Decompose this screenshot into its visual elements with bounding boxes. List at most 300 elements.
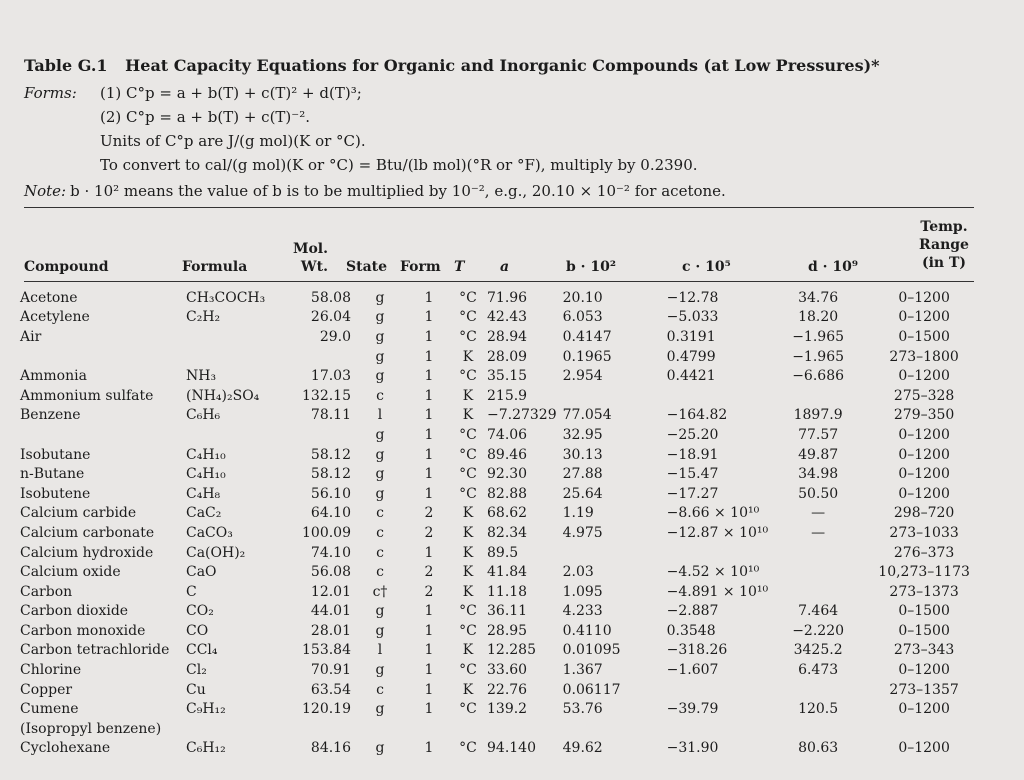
formula-cell: NH₃	[186, 368, 217, 385]
coef-a-cell: 28.09	[487, 348, 528, 365]
temp-unit-cell: °C	[459, 740, 477, 757]
state-cell: g	[375, 662, 385, 679]
form-cell: 1	[424, 544, 434, 561]
state-cell: g	[375, 603, 385, 620]
state-cell: g	[375, 446, 385, 463]
coef-c-cell: −12.78	[666, 289, 719, 306]
top-rule	[24, 207, 974, 208]
coef-a-cell: 92.30	[487, 466, 528, 483]
compound-cell: Carbon monoxide	[20, 622, 146, 639]
form-cell: 2	[424, 524, 434, 541]
coef-c-cell: −1.607	[666, 662, 719, 679]
temp-range-cell: 0–1200	[898, 662, 950, 679]
header-b: b · 10²	[566, 259, 617, 275]
temp-unit-cell: °C	[459, 289, 477, 306]
formula-cell: CCl₄	[186, 642, 218, 659]
compound-cell: Air	[20, 328, 42, 345]
formula-cell	[184, 347, 300, 367]
temp-unit-cell: K	[462, 387, 474, 404]
coef-c-cell: −5.033	[666, 309, 719, 326]
forms-label: Forms:	[24, 84, 77, 102]
coef-b-cell	[559, 386, 665, 406]
state-cell: g	[375, 309, 385, 326]
coef-a-cell: 139.2	[487, 701, 528, 718]
temp-unit-cell	[451, 719, 485, 739]
molwt-cell: 70.91	[310, 662, 351, 679]
header-state: State	[346, 259, 388, 275]
table-row	[18, 680, 982, 700]
molwt-cell: 12.01	[310, 583, 351, 600]
form-cell: 1	[424, 662, 434, 679]
coef-c-cell: −18.91	[666, 446, 719, 463]
coef-d-cell: 7.464	[798, 603, 839, 620]
formula-cell: CaO	[186, 564, 217, 581]
header-range-line2: Range	[919, 237, 969, 253]
compound-cell: Calcium carbonate	[20, 524, 155, 541]
table-title	[24, 56, 880, 75]
table-row	[18, 288, 982, 308]
formula-cell: Cl₂	[186, 662, 207, 679]
table-row	[18, 308, 982, 328]
coef-d-cell: 49.87	[798, 446, 839, 463]
form-cell: 1	[424, 603, 434, 620]
coef-a-cell: 28.94	[487, 328, 528, 345]
form-cell: 2	[424, 583, 434, 600]
coef-d-cell: 34.98	[798, 466, 839, 483]
coef-c-cell	[665, 543, 770, 563]
molwt-cell	[300, 347, 353, 367]
coef-c-cell	[665, 719, 770, 739]
temp-range-cell: 0–1200	[898, 701, 950, 718]
table-row	[18, 660, 982, 680]
form-cell: 1	[424, 740, 434, 757]
state-cell: g	[375, 289, 385, 306]
coef-d-cell	[770, 582, 866, 602]
formula-cell: C₉H₁₂	[186, 701, 226, 718]
formula-cell: CO	[186, 622, 209, 639]
coef-c-cell: −4.52 × 10¹⁰	[666, 564, 760, 581]
temp-unit-cell: °C	[459, 622, 477, 639]
state-cell: g	[375, 328, 385, 345]
temp-unit-cell: °C	[459, 309, 477, 326]
compound-cell	[18, 347, 184, 367]
coef-a-cell: 89.46	[487, 446, 528, 463]
table-row	[18, 445, 982, 465]
state-cell: l	[377, 407, 383, 424]
formula-cell	[184, 425, 300, 445]
coef-b-cell: 4.233	[562, 603, 603, 620]
formula-cell: (NH₄)₂SO₄	[186, 387, 260, 404]
temp-range-cell	[866, 719, 982, 739]
temp-range-cell: 0–1200	[898, 446, 950, 463]
molwt-cell: 58.08	[310, 289, 351, 306]
header-form: Form	[400, 259, 441, 275]
state-cell: c	[376, 681, 384, 698]
coef-b-cell	[559, 719, 665, 739]
coef-c-cell	[665, 386, 770, 406]
compound-cell: Acetone	[20, 289, 78, 306]
temp-unit-cell: °C	[459, 662, 477, 679]
coef-b-cell: 49.62	[562, 740, 603, 757]
formula-cell: C₂H₂	[186, 309, 221, 326]
coef-b-cell: 2.954	[562, 368, 603, 385]
temp-unit-cell: °C	[459, 701, 477, 718]
molwt-cell: 29.0	[319, 328, 351, 345]
form-cell: 2	[424, 505, 434, 522]
header-range-line3: (in T)	[921, 255, 967, 271]
temp-unit-cell: K	[462, 407, 474, 424]
formula-cell	[184, 327, 300, 347]
table-row	[18, 562, 982, 582]
temp-unit-cell: °C	[459, 426, 477, 443]
table-caption: Heat Capacity Equations for Organic and Inorganic Compounds (at Low Pressures)*	[125, 56, 880, 75]
temp-range-cell: 0–1200	[898, 309, 950, 326]
molwt-cell: 56.08	[310, 564, 351, 581]
coef-d-cell: −6.686	[792, 368, 845, 385]
header-d: d · 10⁹	[808, 259, 859, 275]
temp-range-cell: 0–1500	[898, 603, 950, 620]
formula-cell: CH₃COCH₃	[186, 289, 266, 306]
state-cell: c	[376, 505, 384, 522]
molwt-cell: 58.12	[310, 446, 351, 463]
coef-a-cell: 22.76	[487, 681, 528, 698]
compound-cell: Isobutane	[20, 446, 91, 463]
header-formula: Formula	[182, 259, 248, 275]
formula-cell: C₆H₁₂	[186, 740, 226, 757]
table-row	[18, 464, 982, 484]
coef-c-cell: 0.3548	[666, 622, 716, 639]
coef-d-cell: 34.76	[798, 289, 839, 306]
table-row	[18, 504, 982, 524]
coef-b-cell: 4.975	[562, 524, 603, 541]
compound-cell: Ammonium sulfate	[20, 387, 154, 404]
molwt-cell: 26.04	[310, 309, 351, 326]
form-cell: 1	[424, 407, 434, 424]
coef-c-cell	[665, 680, 770, 700]
coef-b-cell: 0.4110	[562, 622, 612, 639]
compound-cell: Calcium hydroxide	[20, 544, 154, 561]
form-1-equation: (1) C°p = a + b(T) + c(T)² + d(T)³;	[100, 84, 362, 102]
coef-a-cell: 89.5	[487, 544, 519, 561]
coef-a-cell: 12.285	[487, 642, 536, 659]
coef-b-cell: 1.095	[562, 583, 603, 600]
coef-b-cell: 1.19	[562, 505, 594, 522]
compound-cell: Acetylene	[20, 309, 90, 326]
coef-d-cell	[770, 543, 866, 563]
state-cell: l	[377, 642, 383, 659]
form-cell: 1	[424, 681, 434, 698]
formula-cell: C₆H₆	[186, 407, 221, 424]
formula-cell: C₄H₁₀	[186, 446, 226, 463]
compound-cell: Cumene	[20, 701, 79, 718]
coef-a-cell: 215.9	[487, 387, 528, 404]
molwt-cell	[300, 425, 353, 445]
coef-b-cell: 30.13	[562, 446, 603, 463]
form-cell: 1	[424, 387, 434, 404]
coef-c-cell: −31.90	[666, 740, 719, 757]
state-cell: g	[375, 368, 385, 385]
formula-cell: Ca(OH)₂	[186, 544, 246, 561]
coef-a-cell	[485, 719, 559, 739]
molwt-cell: 84.16	[310, 740, 351, 757]
formula-cell: Cu	[186, 681, 206, 698]
state-cell: g	[375, 426, 385, 443]
temp-unit-cell: K	[462, 681, 474, 698]
formula-cell	[184, 719, 300, 739]
molwt-cell: 28.01	[310, 622, 351, 639]
note-label: Note:	[24, 182, 67, 200]
coef-a-cell: 42.43	[487, 309, 528, 326]
molwt-cell: 132.15	[302, 387, 351, 404]
temp-unit-cell: K	[462, 544, 474, 561]
coef-d-cell: 50.50	[798, 485, 839, 502]
form-cell: 1	[424, 446, 434, 463]
state-cell: g	[375, 740, 385, 757]
molwt-cell: 74.10	[310, 544, 351, 561]
state-cell: c	[376, 564, 384, 581]
coef-c-cell: −2.887	[666, 603, 719, 620]
molwt-cell: 78.11	[310, 407, 351, 424]
molwt-cell: 153.84	[302, 642, 351, 659]
coef-c-cell: −25.20	[666, 426, 719, 443]
coef-d-cell: —	[811, 505, 826, 522]
temp-range-cell: 0–1500	[898, 622, 950, 639]
note-text: b · 10² means the value of b is to be multiplied by 10⁻², e.g., 20.10 × 10⁻² for acetone.	[70, 182, 726, 200]
formula-cell: C₄H₁₀	[186, 466, 226, 483]
temp-unit-cell: °C	[459, 328, 477, 345]
header-range-line1: Temp.	[920, 219, 968, 235]
compound-cell: Carbon tetrachloride	[20, 642, 170, 659]
state-cell: g	[375, 701, 385, 718]
header-t: T	[454, 259, 465, 275]
form-2-equation: (2) C°p = a + b(T) + c(T)⁻².	[100, 108, 310, 126]
coef-c-cell: −4.891 × 10¹⁰	[666, 583, 769, 600]
molwt-cell: 56.10	[310, 485, 351, 502]
units-note: Units of C°p are J/(g mol)(K or °C).	[100, 132, 366, 150]
temp-unit-cell: K	[462, 583, 474, 600]
compound-cell: Ammonia	[20, 368, 87, 385]
coef-b-cell: 27.88	[562, 466, 603, 483]
form-cell: 1	[424, 485, 434, 502]
coef-c-cell: −318.26	[666, 642, 728, 659]
temp-range-cell: 0–1200	[898, 740, 950, 757]
table-row	[18, 406, 982, 426]
molwt-cell: 44.01	[310, 603, 351, 620]
coef-a-cell: 41.84	[487, 564, 528, 581]
state-cell: c†	[372, 583, 388, 600]
temp-range-cell: 273–343	[893, 642, 955, 659]
table-row	[18, 347, 982, 367]
compound-cell: Carbon dioxide	[20, 603, 129, 620]
coef-c-cell: −17.27	[666, 485, 719, 502]
coef-a-cell: 36.11	[487, 603, 528, 620]
coef-c-cell: −39.79	[666, 701, 719, 718]
coef-d-cell: −2.220	[792, 622, 845, 639]
coef-d-cell	[770, 562, 866, 582]
temp-unit-cell: °C	[459, 485, 477, 502]
table-row	[18, 699, 982, 719]
coef-d-cell: −1.965	[792, 348, 845, 365]
coef-b-cell: 2.03	[562, 564, 594, 581]
table-row	[18, 621, 982, 641]
header-molwt-line1: Mol.	[292, 241, 328, 257]
coef-b-cell: 1.367	[562, 662, 603, 679]
temp-range-cell: 273–1373	[889, 583, 959, 600]
temp-range-cell: 273–1033	[889, 524, 959, 541]
coef-a-cell: 94.140	[487, 740, 536, 757]
temp-range-cell: 0–1200	[898, 485, 950, 502]
form-cell: 1	[424, 426, 434, 443]
formula-cell: CaC₂	[186, 505, 222, 522]
header-temp-range	[914, 218, 974, 272]
state-cell: c	[376, 544, 384, 561]
form-cell: 1	[424, 622, 434, 639]
compound-cell: n-Butane	[20, 466, 85, 483]
form-cell: 1	[424, 328, 434, 345]
state-cell: g	[375, 622, 385, 639]
coef-d-cell: 3425.2	[793, 642, 843, 659]
table-row	[18, 366, 982, 386]
temp-unit-cell: °C	[459, 603, 477, 620]
molwt-cell: 58.12	[310, 466, 351, 483]
temp-range-cell: 298–720	[893, 505, 955, 522]
multiplier-note	[24, 182, 726, 200]
temp-unit-cell: K	[462, 564, 474, 581]
state-cell: c	[376, 524, 384, 541]
coef-b-cell: 53.76	[562, 701, 603, 718]
temp-unit-cell: °C	[459, 446, 477, 463]
form-cell: 1	[424, 466, 434, 483]
molwt-cell: 100.09	[302, 524, 351, 541]
coef-d-cell	[770, 680, 866, 700]
coef-d-cell: 77.57	[798, 426, 839, 443]
table-row	[18, 719, 982, 739]
table-row	[18, 523, 982, 543]
formula-cell: CaCO₃	[186, 524, 233, 541]
form-cell: 1	[424, 348, 434, 365]
temp-range-cell: 0–1500	[898, 328, 950, 345]
compound-cell: (Isopropyl benzene)	[20, 720, 162, 737]
coef-d-cell: 6.473	[798, 662, 839, 679]
table-row	[18, 543, 982, 563]
temp-unit-cell: K	[462, 642, 474, 659]
temp-range-cell: 10,273–1173	[878, 564, 970, 581]
coef-d-cell	[770, 386, 866, 406]
temp-unit-cell: °C	[459, 466, 477, 483]
compound-cell	[18, 425, 184, 445]
coef-d-cell: 1897.9	[793, 407, 843, 424]
coef-b-cell: 32.95	[562, 426, 603, 443]
coef-d-cell: 80.63	[798, 740, 839, 757]
coef-b-cell: 0.1965	[562, 348, 612, 365]
table-row	[18, 425, 982, 445]
coef-d-cell: −1.965	[792, 328, 845, 345]
temp-range-cell: 279–350	[893, 407, 955, 424]
coef-c-cell: −12.87 × 10¹⁰	[666, 524, 769, 541]
coef-a-cell: 35.15	[487, 368, 528, 385]
coef-b-cell: 0.4147	[562, 328, 612, 345]
header-molwt-line2: Wt.	[300, 259, 328, 275]
form-cell: 1	[424, 368, 434, 385]
heat-capacity-table	[18, 288, 982, 758]
compound-cell: Calcium carbide	[20, 505, 137, 522]
temp-range-cell: 0–1200	[898, 466, 950, 483]
table-number: Table G.1	[24, 56, 108, 75]
header-compound: Compound	[24, 259, 109, 275]
coef-a-cell: 28.95	[487, 622, 528, 639]
coef-a-cell: −7.27329	[487, 407, 557, 424]
form-cell: 1	[424, 701, 434, 718]
coef-a-cell: 82.34	[487, 524, 528, 541]
coef-d-cell: 18.20	[798, 309, 839, 326]
coef-a-cell: 11.18	[487, 583, 528, 600]
compound-cell: Carbon	[20, 583, 73, 600]
temp-range-cell: 273–1357	[889, 681, 959, 698]
molwt-cell: 120.19	[302, 701, 351, 718]
header-a: a	[500, 259, 510, 275]
formula-cell: C₄H₈	[186, 485, 221, 502]
temp-unit-cell: K	[462, 524, 474, 541]
coef-d-cell: 120.5	[798, 701, 839, 718]
coef-b-cell: 25.64	[562, 485, 603, 502]
compound-cell: Benzene	[20, 407, 81, 424]
temp-unit-cell: K	[462, 348, 474, 365]
form-cell	[407, 719, 451, 739]
compound-cell: Chlorine	[20, 662, 82, 679]
state-cell	[353, 719, 407, 739]
coef-d-cell: —	[811, 524, 826, 541]
form-cell: 1	[424, 309, 434, 326]
state-cell: c	[376, 387, 384, 404]
coef-b-cell: 0.01095	[562, 642, 621, 659]
coef-c-cell: 0.4799	[666, 348, 716, 365]
coef-b-cell	[559, 543, 665, 563]
temp-range-cell: 275–328	[893, 387, 955, 404]
state-cell: g	[375, 485, 385, 502]
state-cell: g	[375, 466, 385, 483]
coef-b-cell: 77.054	[562, 407, 612, 424]
conversion-note: To convert to cal/(g mol)(K or °C) = Btu/(lb mol)(°R or °F), multiply by 0.2390.	[100, 156, 698, 174]
table-row	[18, 484, 982, 504]
temp-range-cell: 273–1800	[889, 348, 959, 365]
header-c: c · 10⁵	[682, 259, 731, 275]
temp-range-cell: 0–1200	[898, 368, 950, 385]
coef-c-cell: 0.4421	[666, 368, 716, 385]
form-cell: 1	[424, 289, 434, 306]
table-row	[18, 582, 982, 602]
form-cell: 2	[424, 564, 434, 581]
temp-range-cell: 0–1200	[898, 426, 950, 443]
coef-a-cell: 71.96	[487, 289, 528, 306]
table-row	[18, 386, 982, 406]
coef-c-cell: −164.82	[666, 407, 728, 424]
form-cell: 1	[424, 642, 434, 659]
coef-b-cell: 20.10	[562, 289, 603, 306]
compound-cell: Calcium oxide	[20, 564, 121, 581]
table-body	[18, 288, 982, 758]
compound-cell: Copper	[20, 681, 73, 698]
temp-range-cell: 0–1200	[898, 289, 950, 306]
state-cell: g	[375, 348, 385, 365]
formula-cell: CO₂	[186, 603, 214, 620]
compound-cell: Cyclohexane	[20, 740, 111, 757]
temp-unit-cell: K	[462, 505, 474, 522]
coef-c-cell: −8.66 × 10¹⁰	[666, 505, 760, 522]
coef-b-cell: 0.06117	[562, 681, 621, 698]
temp-range-cell: 276–373	[893, 544, 955, 561]
molwt-cell	[300, 719, 353, 739]
formula-cell: C	[186, 583, 197, 600]
